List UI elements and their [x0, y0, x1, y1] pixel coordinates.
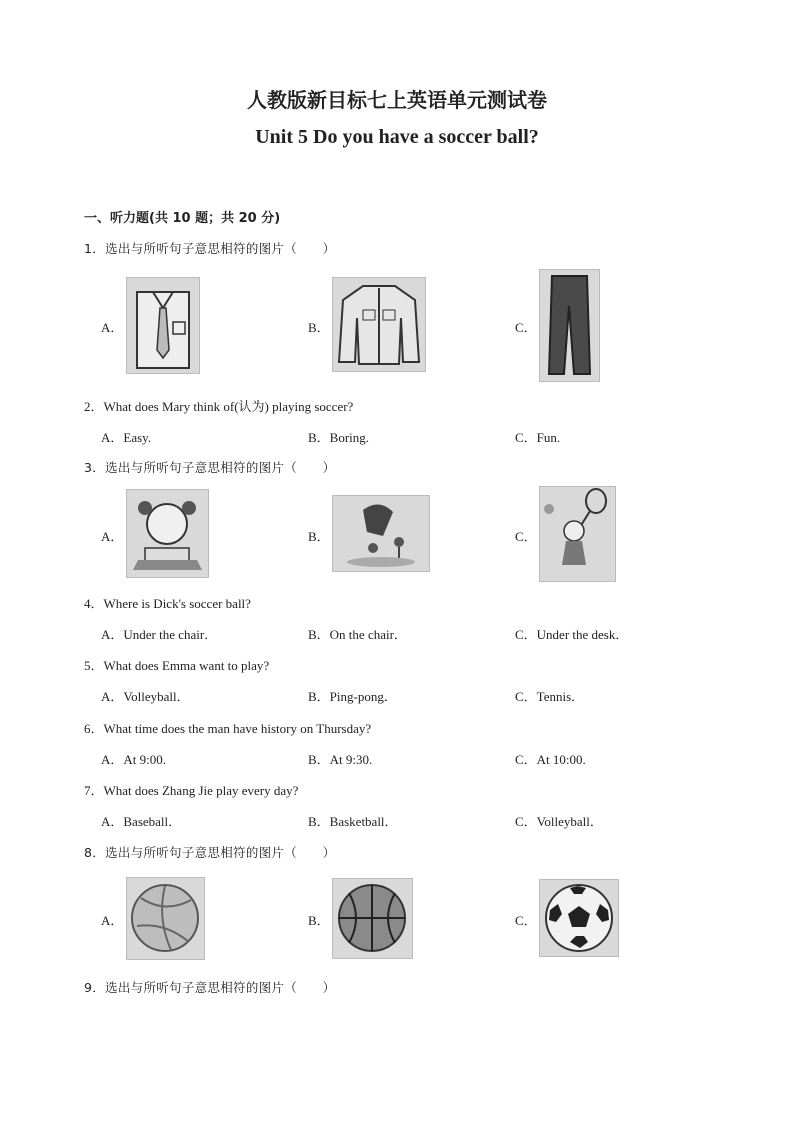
- volleyball-image: [126, 877, 205, 960]
- option-5a: A．Volleyball．: [101, 689, 190, 704]
- section-heading-listening: 一、听力题(共 10 题；共 20 分): [84, 211, 281, 226]
- exam-title-unit: Unit 5 Do you have a soccer ball?: [255, 126, 539, 148]
- basketball-image: [332, 878, 413, 959]
- trousers-image: [539, 269, 600, 382]
- option-3b: B．: [308, 529, 330, 544]
- girl-reading-image: [126, 489, 209, 578]
- option-4b: B．On the chair．: [308, 627, 407, 642]
- shirt-tie-image: [126, 277, 200, 374]
- option-6b: B．At 9:30.: [308, 752, 373, 767]
- option-8c: C．: [515, 913, 537, 928]
- question-7: 7．What does Zhang Jie play every day?: [84, 783, 299, 798]
- question-8: 8．选出与所听句子意思相符的图片（ ）: [84, 845, 336, 860]
- option-1a: A．: [101, 320, 124, 335]
- soccer-ball-image: [539, 879, 619, 957]
- question-4: 4．Where is Dick's soccer ball?: [84, 596, 251, 611]
- option-3c: C．: [515, 529, 537, 544]
- question-3: 3．选出与所听句子意思相符的图片（ ）: [84, 460, 336, 475]
- option-6a: A．At 9:00.: [101, 752, 167, 767]
- option-4a: A．Under the chair．: [101, 627, 218, 642]
- question-5: 5．What does Emma want to play?: [84, 658, 270, 673]
- option-7a: A．Baseball．: [101, 814, 182, 829]
- option-1c: C．: [515, 320, 537, 335]
- option-6c: C．At 10:00.: [515, 752, 586, 767]
- option-7b: B．Basketball．: [308, 814, 398, 829]
- girl-tennis-image: [539, 486, 616, 582]
- option-2b: B．Boring.: [308, 430, 370, 445]
- option-8a: A．: [101, 913, 124, 928]
- option-1b: B．: [308, 320, 330, 335]
- question-2: 2．What does Mary think of(认为) playing soccer?: [84, 399, 354, 414]
- question-9: 9．选出与所听句子意思相符的图片（ ）: [84, 980, 336, 995]
- jacket-image: [332, 277, 426, 372]
- option-3a: A．: [101, 529, 124, 544]
- kids-playing-image: [332, 495, 430, 572]
- exam-title-chinese: 人教版新目标七上英语单元测试卷: [247, 88, 547, 112]
- option-4c: C．Under the desk．: [515, 627, 629, 642]
- question-1: 1．选出与所听句子意思相符的图片（ ）: [84, 241, 336, 256]
- option-7c: C．Volleyball．: [515, 814, 603, 829]
- question-6: 6．What time does the man have history on Thursday?: [84, 721, 372, 736]
- option-8b: B．: [308, 913, 330, 928]
- option-2a: A．Easy.: [101, 430, 152, 445]
- option-5c: C．Tennis．: [515, 689, 585, 704]
- option-2c: C．Fun.: [515, 430, 561, 445]
- option-5b: B．Ping-pong．: [308, 689, 397, 704]
